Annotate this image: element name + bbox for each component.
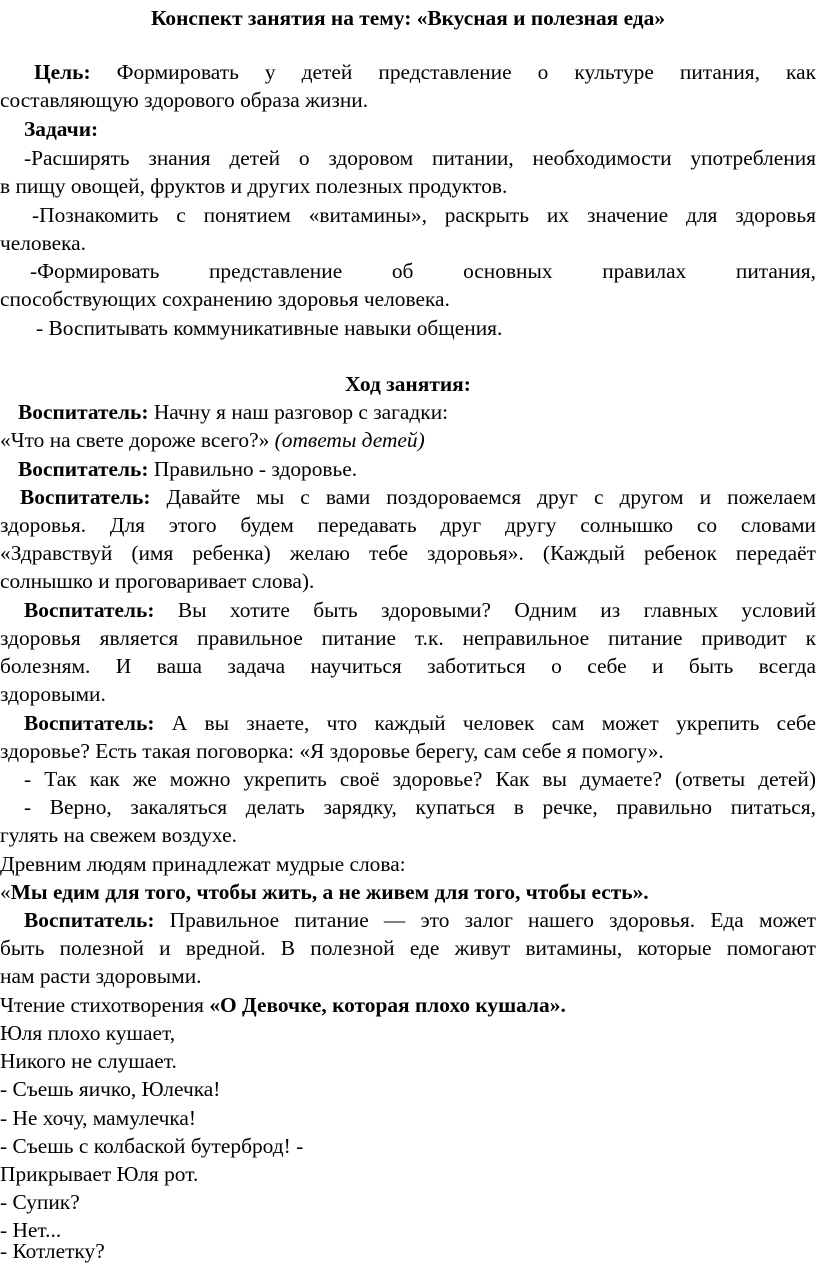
course-p4-line-1: Воспитатель: Давайте мы с вами поздороваемся друг с другом и пожелаем: [20, 485, 816, 509]
course-p5-line-4: здоровыми.: [0, 682, 106, 706]
task-3-line-1: -Формировать представление об основных правилах питания,: [30, 259, 816, 283]
document-title: Конспект занятия на тему: «Вкусная и полезная еда»: [150, 6, 666, 30]
speaker-label: Воспитатель:: [18, 457, 149, 481]
course-p11-line-2: быть полезной и вредной. В полезной еде живут витамины, которые помогают: [0, 936, 816, 960]
speaker-label: Воспитатель:: [24, 598, 155, 622]
course-p11-line-3: нам расти здоровыми.: [0, 964, 202, 988]
course-p7: - Так как же можно укрепить своё здоровье? Как вы думаете? (ответы детей): [24, 767, 816, 791]
course-p5-line-2: здоровья является правильное питание т.к. неправильное питание приводит к: [0, 626, 816, 650]
task-1-line-1: -Расширять знания детей о здоровом питании, необходимости употребления: [24, 146, 816, 170]
goal-text: Формировать у детей представление о культуре питания, как: [116, 60, 816, 84]
task-4-line-1: - Воспитывать коммуникативные навыки общения.: [36, 316, 503, 340]
poem-line: - Супик?: [0, 1190, 80, 1214]
poem-line: Юля плохо кушает,: [0, 1021, 176, 1045]
course-p8-line-1: - Верно, закаляться делать зарядку, купаться в речке, правильно питаться,: [24, 795, 816, 819]
poem-line: Никого не слушает.: [0, 1049, 177, 1073]
course-p5-line-3: болезням. И ваша задача научиться заботиться о себе и быть всегда: [0, 654, 816, 678]
course-p10: «Мы едим для того, чтобы жить, а не живем для того, чтобы есть».: [0, 880, 649, 904]
course-p3: Воспитатель: Правильно - здоровье.: [18, 457, 358, 481]
course-p6-line-1: Воспитатель: А вы знаете, что каждый человек сам может укрепить себе: [24, 711, 816, 735]
course-p11-line-1: Воспитатель: Правильное питание — это залог нашего здоровья. Еда может: [24, 908, 816, 932]
poem-line: Прикрывает Юля рот.: [0, 1162, 199, 1186]
poem-line: - Нет...: [0, 1218, 62, 1242]
task-2-line-1: -Познакомить с понятием «витамины», раскрыть их значение для здоровья: [32, 203, 816, 227]
speaker-label: Воспитатель:: [18, 400, 149, 424]
speaker-label: Воспитатель:: [24, 711, 155, 735]
task-1-line-2: в пищу овощей, фруктов и других полезных продуктов.: [0, 174, 508, 198]
poem-line: - Не хочу, мамулечка!: [0, 1106, 197, 1130]
task-3-line-2: способствующих сохранению здоровья человека.: [0, 287, 450, 311]
course-p2: «Что на свете дороже всего?» (ответы детей): [0, 428, 425, 452]
course-p4-line-2: здоровья. Для этого будем передавать друг другу солнышко со словами: [0, 513, 816, 537]
course-p6-line-2: здоровье? Есть такая поговорка: «Я здоровье берегу, сам себе я помогу».: [0, 739, 664, 763]
task-2-line-2: человека.: [0, 231, 87, 255]
course-p5-line-1: Воспитатель: Вы хотите быть здоровыми? Одним из главных условий: [24, 598, 816, 622]
tasks-label: Задачи:: [24, 117, 99, 141]
speaker-label: Воспитатель:: [24, 908, 155, 932]
goal-line-2: составляющую здорового образа жизни.: [0, 88, 369, 112]
course-p4-line-3: «Здравствуй (имя ребенка) желаю тебе здоровья». (Каждый ребенок передаёт: [0, 541, 816, 565]
poem-line: - Съешь с колбаской бутерброд! -: [0, 1134, 304, 1158]
speaker-label: Воспитатель:: [20, 485, 151, 509]
poem-line: - Съешь яичко, Юлечка!: [0, 1077, 221, 1101]
course-p1: Воспитатель: Начну я наш разговор с загадки:: [18, 400, 449, 424]
course-heading: Ход занятия:: [345, 372, 471, 396]
course-p4-line-4: солнышко и проговаривает слова).: [0, 569, 315, 593]
course-p8-line-2: гулять на свежем воздухе.: [0, 823, 237, 847]
poem-line: - Котлетку?: [0, 1239, 105, 1263]
goal-label: Цель:: [34, 60, 91, 84]
course-p9: Древним людям принадлежат мудрые слова:: [0, 852, 406, 876]
course-p12: Чтение стихотворения «О Девочке, которая плохо кушала».: [0, 993, 566, 1017]
goal-line-1: [0, 58, 816, 87]
